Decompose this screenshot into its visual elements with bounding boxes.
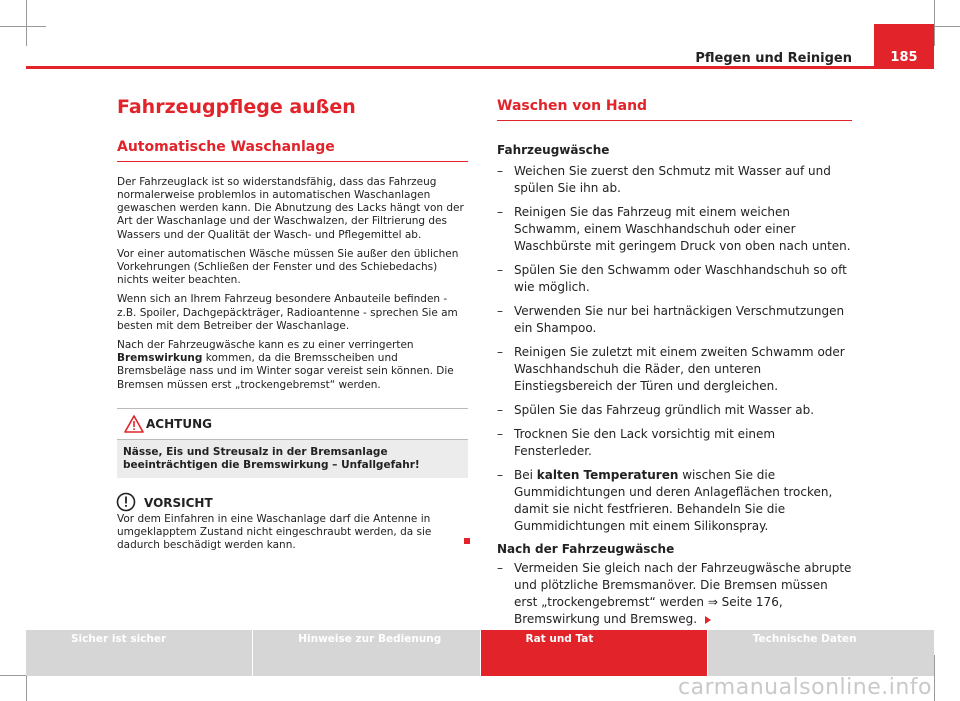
list-item: – Spülen Sie den Schwamm oder Waschhandschuh so oft wie möglich. xyxy=(497,263,847,294)
warning-triangle-icon xyxy=(124,415,144,433)
warning-text: Nässe, Eis und Streusalz in der Bremsanlage beeinträchtigen die Bremswirkung – Unfallgefahr! xyxy=(123,445,420,471)
page-title: Fahrzeugpflege außen xyxy=(117,96,356,118)
chapter-title: Pflegen und Reinigen xyxy=(695,51,852,66)
warning-title: ACHTUNG xyxy=(146,416,212,431)
crop-mark xyxy=(26,0,27,46)
list-item: – Verwenden Sie nur bei hartnäckigen Verschmutzungen ein Shampoo. xyxy=(497,304,845,335)
left-column xyxy=(117,96,468,552)
caution-note xyxy=(117,496,468,552)
list-item: – Trocknen Sie den Lack vorsichtig mit einem Fensterleder. xyxy=(497,427,776,458)
tab-sicher-ist-sicher[interactable]: Sicher ist sicher xyxy=(26,630,253,676)
chapter-tabs xyxy=(26,630,934,676)
caution-text: Vor dem Einfahren in eine Waschanlage darf die Antenne in umgeklapptem Zustand nicht eingeschraubt werden, da sie dadurch beschädigt werden kann. xyxy=(117,512,432,551)
paragraph: Der Fahrzeuglack ist so widerstandsfähig, dass das Fahrzeug normalerweise problemlos in automatischen Waschanlagen gewaschen werden kann. Die Abnutzung des Lacks hängt von der Art der Waschanlage und der Waschwalzen, der Filtrierung des Wassers und der Qualität der Wasch- und Pflegemittel ab. xyxy=(117,175,464,241)
list-item: – Bei kalten Temperaturen wischen Sie die Gummidichtungen und deren Anlageflächen trocken, damit sie nicht festfrieren. Behandeln Sie die Gummidichtungen mit einem Silikonspray. xyxy=(497,468,833,533)
subheading-car-wash: Fahrzeugwäsche xyxy=(497,143,610,157)
list-item: – Weichen Sie zuerst den Schmutz mit Wasser auf und spülen Sie ihn ab. xyxy=(497,164,831,195)
page-number: 185 xyxy=(890,50,918,65)
term-cold-temperatures: kalten Temperaturen xyxy=(536,468,679,482)
list-item: – Vermeiden Sie gleich nach der Fahrzeugwäsche abrupte und plötzliche Bremsmanöver. Die Bremsen müssen erst „trockengebremst“ werden ⇒ Seite 176, Bremswirkung und Bremsweg. xyxy=(497,561,852,626)
continue-arrow-icon xyxy=(705,616,711,624)
warning-box xyxy=(117,408,468,478)
section-end-marker xyxy=(464,538,470,544)
header-rule xyxy=(26,66,934,69)
subheading-after-wash: Nach der Fahrzeugwäsche xyxy=(497,542,675,556)
crop-mark xyxy=(0,26,46,27)
caution-title: VORSICHT xyxy=(144,495,213,510)
list-item: – Spülen Sie das Fahrzeug gründlich mit Wasser ab. xyxy=(497,403,815,417)
section-heading-automatic-wash: Automatische Waschanlage xyxy=(117,139,468,162)
caution-exclamation-icon xyxy=(116,492,136,512)
warning-header xyxy=(117,409,468,440)
watermark: carmanualsonline.info xyxy=(678,675,932,700)
crop-mark xyxy=(934,0,935,46)
list-item: – Reinigen Sie das Fahrzeug mit einem weichen Schwamm, einem Waschhandschuh oder einer Waschbürste mit geringem Druck von oben nach unten. xyxy=(497,205,851,253)
right-column xyxy=(497,96,852,635)
page-reference-text: Vermeiden Sie gleich nach der Fahrzeugwäsche abrupte und plötzliche Bremsmanöver. Die Bremsen müssen erst „trockengebremst“ werden ⇒ Seite 176, Bremswirkung und Bremsweg. xyxy=(514,561,852,626)
term-bremswirkung: Bremswirkung xyxy=(117,352,203,365)
tab-rat-und-tat[interactable]: Rat und Tat xyxy=(481,630,708,676)
paragraph: Vor einer automatischen Wäsche müssen Sie außer den üblichen Vorkehrungen (Schließen der Fenster und des Schiebedachs) nichts weiter beachten. xyxy=(117,247,459,287)
paragraph: Wenn sich an Ihrem Fahrzeug besondere Anbauteile befinden - z.B. Spoiler, Dachgepäckträger, Radioantenne - sprechen Sie am besten mit dem Betreiber der Waschanlage. xyxy=(117,293,458,332)
section-heading-hand-wash: Waschen von Hand xyxy=(497,98,852,121)
crop-mark xyxy=(934,655,935,701)
tab-hinweise-zur-bedienung[interactable]: Hinweise zur Bedienung xyxy=(253,630,480,676)
paragraph: Nach der Fahrzeugwäsche kann es zu einer verringerten Bremswirkung kommen, da die Bremsscheiben und Bremsbeläge nass und im Winter sogar vereist sein können. Die Bremsen müssen erst „trockengebremst“ werden. xyxy=(117,339,454,391)
list-item: – Reinigen Sie zuletzt mit einem zweiten Schwamm oder Waschhandschuh die Räder, den unteren Einstiegsbereich der Türen und dergleichen. xyxy=(497,345,845,393)
tab-technische-daten[interactable]: Technische Daten xyxy=(708,630,934,676)
